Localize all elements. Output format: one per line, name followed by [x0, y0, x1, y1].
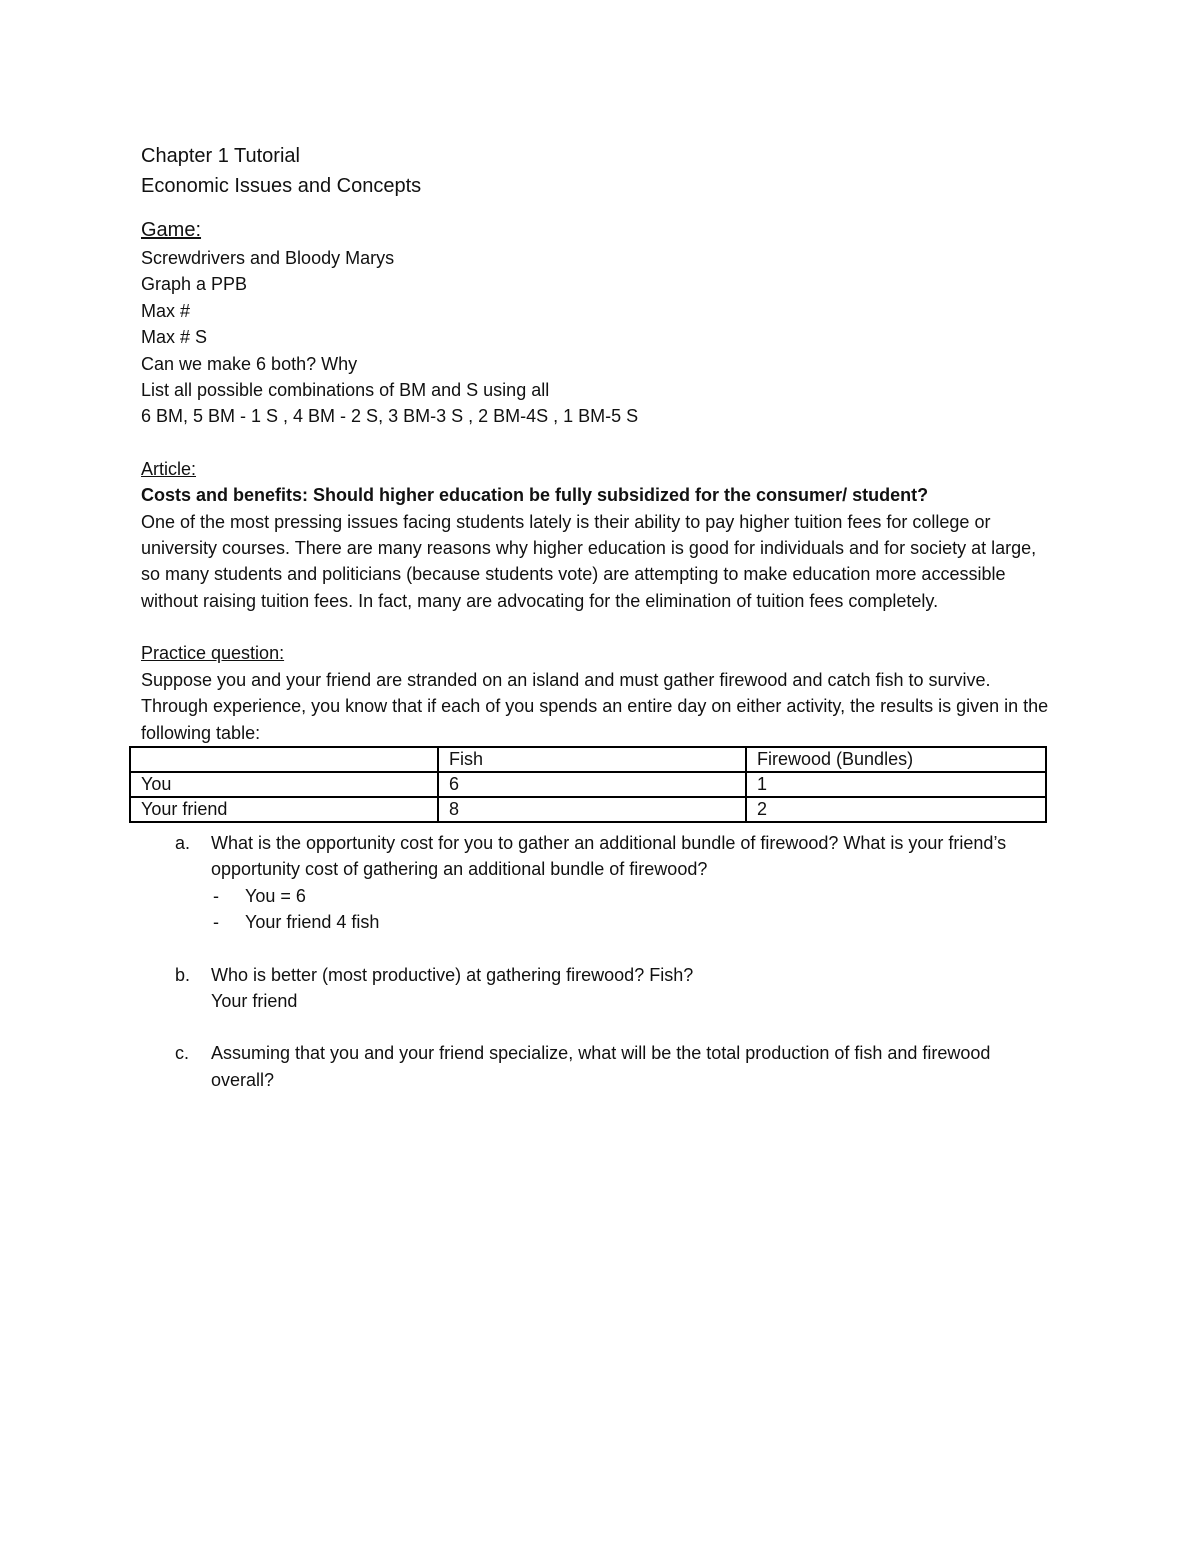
answer-text: Your friend 4 fish	[245, 912, 380, 933]
answer-text: Your friend	[211, 990, 298, 1011]
dash-marker: -	[213, 912, 219, 933]
table-header-cell: Firewood (Bundles)	[746, 747, 1046, 772]
results-table	[129, 746, 1047, 823]
question-text: What is the opportunity cost for you to gather an additional bundle of firewood? What is your friend’s opportunity cost of gathering an additional bundle of firewood?	[211, 832, 1007, 880]
practice-intro: Suppose you and your friend are stranded on an island and must gather firewood and catch fish to survive. Through experience, you know that if each of you spends an entire day on either activity, the results is given in the following table:	[141, 669, 1049, 743]
table-header-cell	[130, 747, 438, 772]
spacer	[141, 1014, 1051, 1040]
game-line: 6 BM, 5 BM - 1 S , 4 BM - 2 S, 3 BM-3 S , 2 BM-4S , 1 BM-5 S	[141, 406, 639, 427]
document-title: Chapter 1 Tutorial	[141, 145, 300, 167]
question-letter: a.	[175, 832, 191, 853]
practice-section	[141, 640, 1051, 1093]
question-c	[141, 1040, 1051, 1093]
table-row	[130, 772, 1046, 797]
document-page	[141, 141, 1051, 1093]
game-line: Can we make 6 both? Why	[141, 353, 358, 374]
question-list	[141, 830, 1051, 1093]
answer-item	[211, 909, 1051, 935]
article-question: Costs and benefits: Should higher education be fully subsidized for the consumer/ student?	[141, 485, 929, 506]
table-cell: You	[130, 772, 438, 797]
game-line: Max #	[141, 300, 191, 321]
answer-list	[211, 883, 1051, 936]
title-block	[141, 141, 1051, 201]
article-heading: Article:	[141, 458, 197, 479]
spacer	[141, 936, 1051, 962]
article-body: One of the most pressing issues facing students lately is their ability to pay higher tuition fees for college or university courses. There are many reasons why higher education is good for individuals and for society at large, so many students and politicians (because students vote) are attempting to make education more accessible without raising tuition fees. In fact, many are advocating for the elimination of tuition fees completely.	[141, 511, 1037, 611]
spacer	[141, 614, 1051, 640]
table-cell: 1	[746, 772, 1046, 797]
table-row	[130, 797, 1046, 822]
question-letter: b.	[175, 964, 191, 985]
game-line: Graph a PPB	[141, 274, 248, 295]
game-line: Screwdrivers and Bloody Marys	[141, 248, 395, 268]
table-cell: 6	[438, 772, 746, 797]
question-text: Assuming that you and your friend specialize, what will be the total production of fish and firewood overall?	[211, 1043, 991, 1090]
dash-marker: -	[213, 885, 219, 906]
question-a	[141, 830, 1051, 936]
question-letter: c.	[175, 1043, 190, 1064]
table-header-row	[130, 747, 1046, 772]
game-line: Max # S	[141, 327, 208, 348]
table-cell: 2	[746, 797, 1046, 822]
article-section	[141, 456, 1051, 614]
answer-item	[211, 883, 1051, 909]
game-section	[141, 245, 1051, 430]
game-heading: Game:	[141, 219, 202, 241]
game-line: List all possible combinations of BM and S using all	[141, 380, 550, 401]
question-text: Who is better (most productive) at gathering firewood? Fish?	[211, 964, 694, 985]
table-cell: Your friend	[130, 797, 438, 822]
spacer	[141, 430, 1051, 456]
practice-heading: Practice question:	[141, 643, 285, 664]
question-b	[141, 962, 1051, 1015]
table-cell: 8	[438, 797, 746, 822]
table-header-cell: Fish	[438, 747, 746, 772]
table-wrapper	[141, 746, 1051, 830]
answer-text: You = 6	[245, 885, 306, 906]
document-subtitle: Economic Issues and Concepts	[141, 175, 422, 197]
